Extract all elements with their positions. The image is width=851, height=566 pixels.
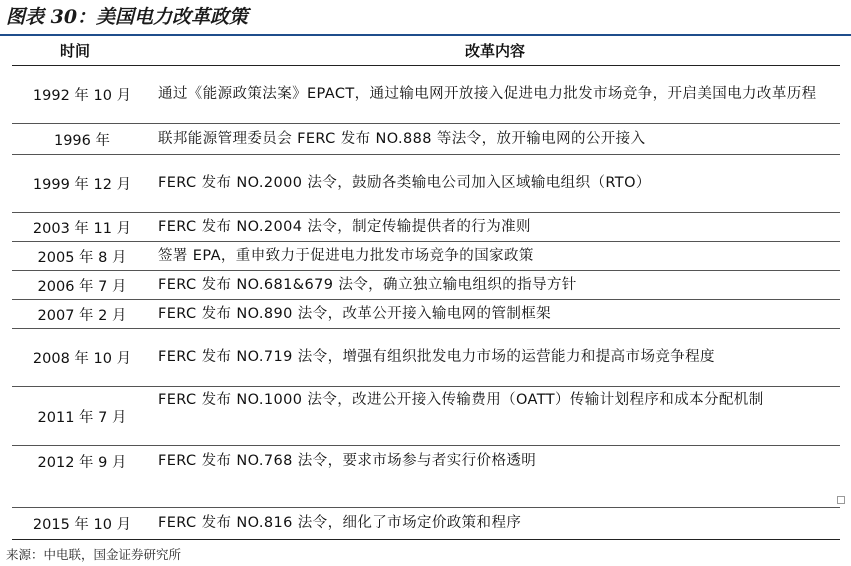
row-content: FERC 发布 NO.681&679 法令，确立独立输电组织的指导方针 [158, 276, 577, 293]
row-content: FERC 发布 NO.816 法令，细化了市场定价政策和程序 [158, 514, 522, 531]
row-content: FERC 发布 NO.1000 法令，改进公开接入传输费用（OATT）传输计划程序和成本分配机制 [158, 392, 764, 408]
row-date: 2003 年 11 月 [32, 220, 132, 237]
table-row [12, 155, 840, 212]
row-date: 2015 年 10 月 [32, 516, 132, 533]
row-content: 联邦能源管理委员会 FERC 发布 NO.888 等法令，放开输电网的公开接入 [158, 130, 646, 147]
row-date: 2005 年 8 月 [37, 249, 127, 266]
figure-title: 图表 30：美国电力改革政策 [6, 6, 249, 28]
row-content: FERC 发布 NO.768 法令，要求市场参与者实行价格透明 [158, 452, 537, 469]
row-content: FERC 发布 NO.2004 法令，制定传输提供者的行为准则 [158, 218, 531, 235]
table-row [12, 508, 840, 538]
column-header-time: 时间 [59, 42, 90, 60]
row-date: 1999 年 12 月 [32, 177, 132, 193]
row-date: 2006 年 7 月 [37, 278, 127, 295]
row-date: 1996 年 [53, 132, 110, 149]
row-date: 2011 年 7 月 [37, 409, 127, 426]
column-header-content: 改革内容 [464, 42, 525, 60]
table-row [12, 300, 840, 328]
row-date: 2008 年 10 月 [32, 351, 132, 367]
table-row [12, 124, 840, 154]
row-content: FERC 发布 NO.890 法令，改革公开接入输电网的管制框架 [158, 305, 552, 322]
title-rule [0, 34, 851, 36]
row-date: 2007 年 2 月 [37, 307, 127, 324]
row-content: 签署 EPA，重申致力于促进电力批发市场竞争的国家政策 [158, 247, 534, 264]
row-content: 通过《能源政策法案》EPACT，通过输电网开放接入促进电力批发市场竞争，开启美国电力改革历程 [158, 86, 817, 102]
row-content: FERC 发布 NO.719 法令，增强有组织批发电力市场的运营能力和提高市场竞争程度 [158, 349, 715, 365]
table-row [12, 271, 840, 299]
table-row [12, 213, 840, 241]
table-bottom-rule [12, 539, 840, 540]
row-date: 1992 年 10 月 [32, 88, 132, 104]
table-row [12, 387, 840, 445]
page-break-marker [837, 496, 845, 504]
row-date: 2012 年 9 月 [37, 454, 127, 471]
row-content: FERC 发布 NO.2000 法令，鼓励各类输电公司加入区域输电组织（RTO） [158, 175, 651, 191]
table-row [12, 446, 840, 476]
table-row [12, 242, 840, 270]
table-row [12, 329, 840, 386]
source-note: 来源：中电联，国金证券研究所 [6, 547, 182, 562]
table-row [12, 66, 840, 123]
